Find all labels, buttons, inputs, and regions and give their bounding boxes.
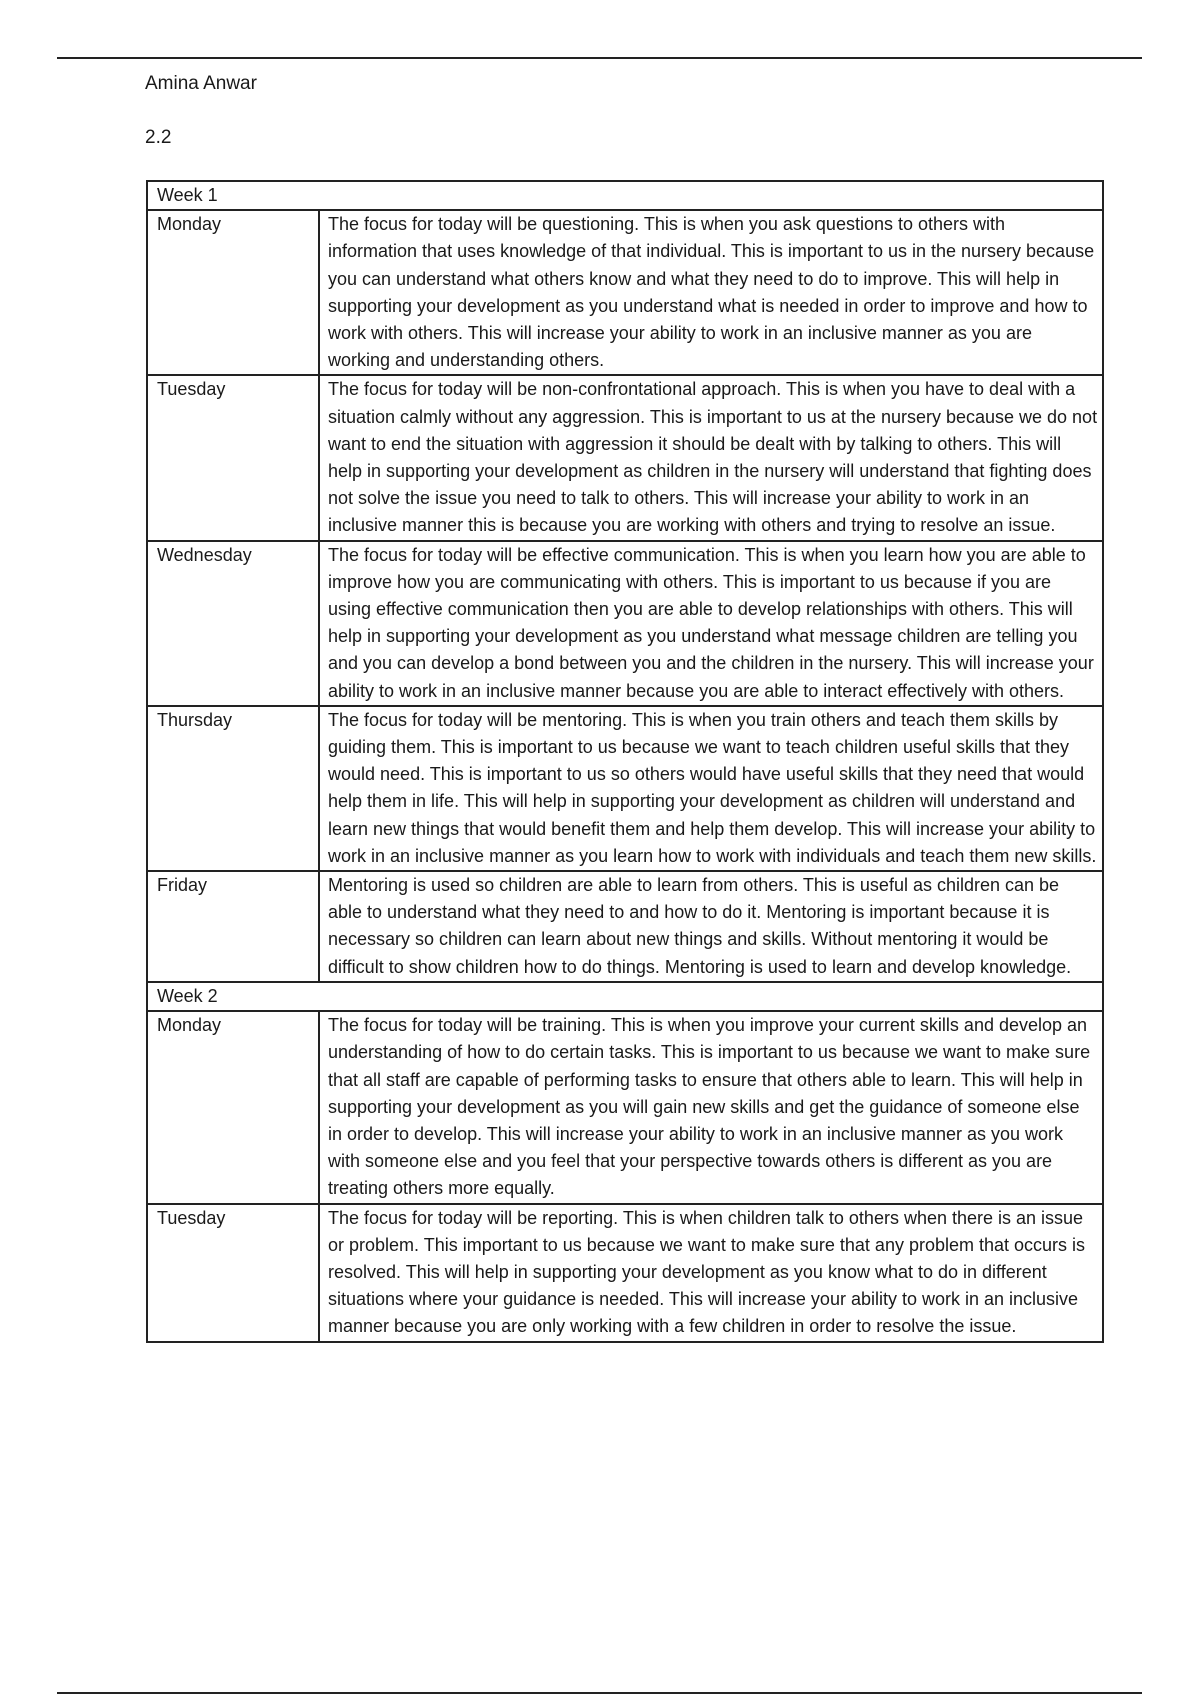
day-description: The focus for today will be training. This is when you improve your current skills and develop an understanding of how to do certain tasks. This is important to us because we want to make sure that all staff are capable of performing tasks to ensure that others able to learn. This will help in supporting your development as you will gain new skills and get the guidance of someone else in order to develop. This will increase your ability to work in an inclusive manner as you work with someone else and you feel that your perspective towards others is different as you are treating others more equally. <box>319 1011 1103 1203</box>
day-label: Tuesday <box>147 375 319 540</box>
week-label: Week 2 <box>147 982 1103 1011</box>
table-row <box>147 210 1103 375</box>
table-row <box>147 706 1103 871</box>
section-number: 2.2 <box>145 127 172 148</box>
day-description: Mentoring is used so children are able to learn from others. This is useful as children can be able to understand what they need to and how to do it. Mentoring is important because it is necessary so children can learn about new things and skills. Without mentoring it would be difficult to show children how to do things. Mentoring is used to learn and develop knowledge. <box>319 871 1103 982</box>
day-label: Monday <box>147 210 319 375</box>
day-description: The focus for today will be non-confrontational approach. This is when you have to deal with a situation calmly without any aggression. This is important to us at the nursery because we do not want to end the situation with aggression it should be dealt with by talking to others. This will help in supporting your development as children in the nursery will understand that fighting does not solve the issue you need to talk to others. This will increase your ability to work in an inclusive manner this is because you are working with others and trying to resolve an issue. <box>319 375 1103 540</box>
day-label: Wednesday <box>147 541 319 706</box>
week-header-row <box>147 181 1103 210</box>
day-label: Tuesday <box>147 1204 319 1342</box>
top-divider <box>57 57 1142 59</box>
table-row <box>147 1204 1103 1342</box>
week-header-row <box>147 982 1103 1011</box>
week-label: Week 1 <box>147 181 1103 210</box>
day-description: The focus for today will be questioning. This is when you ask questions to others with information that uses knowledge of that individual. This is important to us in the nursery because you can understand what others know and what they need to do to improve. This will help in supporting your development as you understand what is needed in order to improve and how to work with others. This will increase your ability to work in an inclusive manner as you are working and understanding others. <box>319 210 1103 375</box>
day-label: Thursday <box>147 706 319 871</box>
table-row <box>147 871 1103 982</box>
table-row <box>147 375 1103 540</box>
author-name: Amina Anwar <box>145 73 257 94</box>
day-label: Friday <box>147 871 319 982</box>
day-description: The focus for today will be reporting. This is when children talk to others when there is an issue or problem. This important to us because we want to make sure that any problem that occurs is resolved. This will help in supporting your development as you know what to do in different situations where your guidance is needed. This will increase your ability to work in an inclusive manner because you are only working with a few children in order to resolve the issue. <box>319 1204 1103 1342</box>
table-row <box>147 541 1103 706</box>
table-row <box>147 1011 1103 1203</box>
day-description: The focus for today will be mentoring. This is when you train others and teach them skills by guiding them. This is important to us because we want to teach children useful skills that they would need. This is important to us so others would have useful skills that they need that would help them in life. This will help in supporting your development as children will understand and learn new things that would benefit them and help them develop. This will increase your ability to work in an inclusive manner as you learn how to work with individuals and teach them new skills. <box>319 706 1103 871</box>
day-description: The focus for today will be effective communication. This is when you learn how you are able to improve how you are communicating with others. This is important to us because if you are using effective communication then you are able to develop relationships with others. This will help in supporting your development as you understand what message children are telling you and you can develop a bond between you and the children in the nursery. This will increase your ability to work in an inclusive manner because you are able to interact effectively with others. <box>319 541 1103 706</box>
weekly-plan-table <box>146 180 1104 1343</box>
day-label: Monday <box>147 1011 319 1203</box>
bottom-divider <box>57 1692 1142 1694</box>
